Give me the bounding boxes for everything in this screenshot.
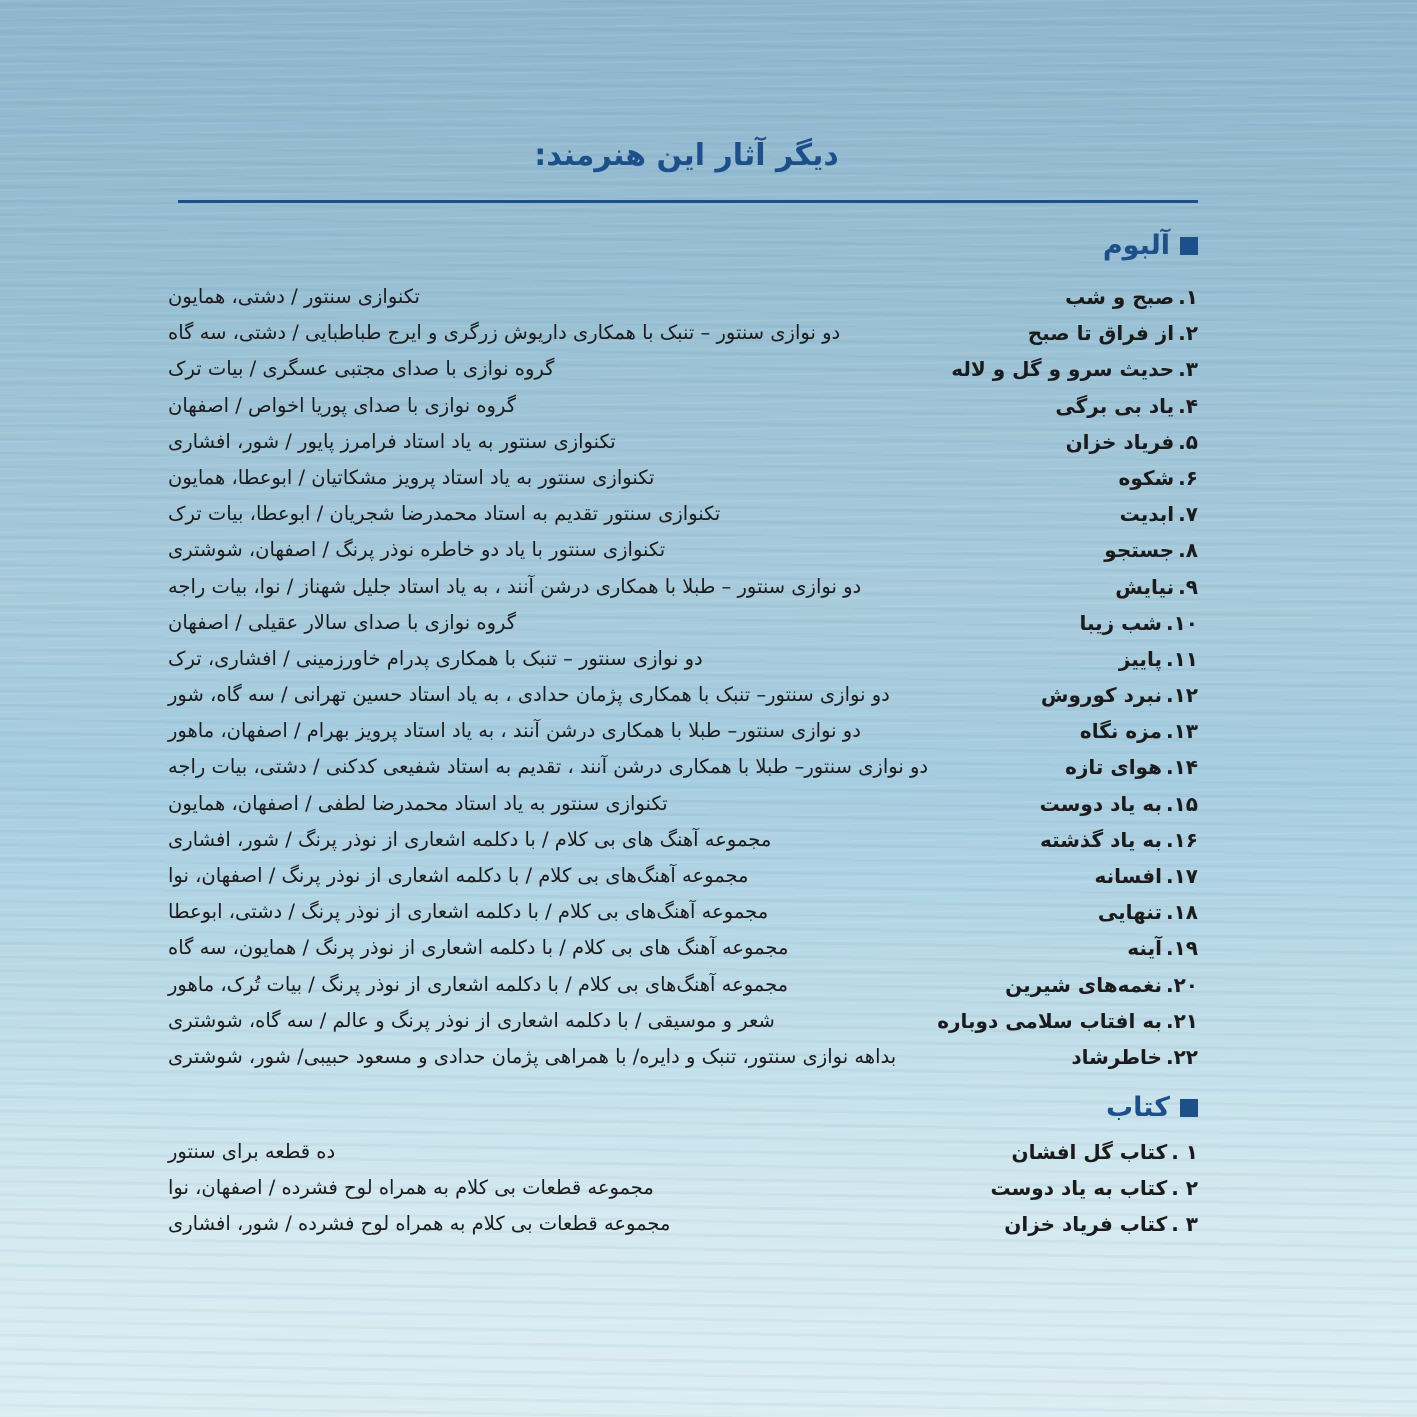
book-item-number: ۳ . [1171,1212,1198,1236]
album-item [168,967,1198,1003]
album-item-title [1065,749,1198,785]
album-item-name: نیایش [1115,574,1175,599]
album-item [168,822,1198,858]
album-item-name: به یاد گذشته [1039,827,1162,852]
album-item-description: مجموعه آهنگ های بی کلام / با دکلمه اشعاری از نوذر پرنگ / همایون، سه گاه [168,936,789,960]
album-item-title [1041,677,1198,713]
album-item-number: ۲۰. [1165,972,1198,997]
album-item-description: مجموعه آهنگ‌های بی کلام / با دکلمه اشعاری از نوذر پرنگ / بیات تُرک، ماهور [168,972,789,996]
book-item-title [1004,1206,1198,1242]
album-item [168,460,1198,496]
album-item-number: ۱۷. [1165,864,1198,888]
album-item-title [1120,496,1198,532]
book-item-description: مجموعه قطعات بی کلام به همراه لوح فشرده / شور، افشاری [168,1212,671,1235]
books-heading [1106,1092,1198,1123]
book-item-number: ۱ . [1171,1140,1198,1164]
album-item-number: ۹. [1178,574,1198,599]
album-item-title [1040,786,1198,822]
book-item [168,1134,1198,1170]
album-item-name: از فراق تا صبح [1027,321,1175,346]
album-item-name: نبرد کوروش [1040,683,1162,708]
album-item-number: ۱۹. [1165,936,1198,961]
album-item-title [1080,713,1198,749]
album-item-number: ۱۸. [1165,900,1198,925]
album-item [168,677,1198,713]
album-item-title [1005,967,1198,1003]
album-item-name: صبح و شب [1065,285,1175,309]
album-item-description: دو نوازی سنتور– طبلا با همکاری درشن آنند ، تقدیم به استاد شفیعی کدکنی / دشتی، بیات راجه [168,755,929,779]
album-item-title [1071,1039,1198,1075]
album-item-name: آینه [1127,936,1162,961]
album-item-name: هوای تازه [1065,755,1162,780]
album-item-number: ۲. [1178,321,1198,346]
album-item-number: ۱. [1178,285,1198,309]
album-item-number: ۱۵. [1165,791,1198,816]
album-item-description: دو نوازی سنتور– طبلا با همکاری درشن آنند ، به یاد استاد پرویز بهرام / اصفهان، ماهور [168,719,861,743]
album-item-title [1119,641,1198,677]
album-item-description: مجموعه آهنگ‌های بی کلام / با دکلمه اشعاری از نوذر پرنگ / اصفهان، نوا [168,864,749,887]
album-item-title [1040,822,1198,858]
album-item-title [1079,605,1198,641]
album-item [168,894,1198,930]
album-item-description: گروه نوازی با صدای پوریا اخواص / اصفهان [168,393,516,417]
album-item-title [937,1003,1198,1039]
album-item-title [1095,858,1198,894]
album-item-name: نغمه‌های شیرین [1005,972,1162,997]
album-item-description: بداهه نوازی سنتور، تنبک و دایره/ با همراهی پژمان حدادی و مسعود حبیبی/ شور، شوشتری [168,1044,897,1068]
albums-heading [1103,230,1198,261]
album-item-name: به یاد دوست [1039,791,1162,816]
album-item-name: جستجو [1104,538,1175,563]
album-item-number: ۲۱. [1165,1008,1198,1033]
album-item-name: یاد بی برگی [1055,393,1175,418]
album-item-title [1065,279,1198,315]
album-item [168,496,1198,532]
book-item-name: کتاب گل افشان [1011,1140,1168,1164]
album-item [168,279,1198,315]
book-item-name: کتاب به یاد دوست [990,1176,1168,1200]
album-item-number: ۶. [1178,465,1198,490]
album-item-description: تکنوازی سنتور به یاد استاد پرویز مشکاتیان / ابوعطا، همایون [168,465,655,489]
album-item-description: تکنوازی سنتور به یاد استاد محمدرضا لطفی / اصفهان، همایون [168,791,668,815]
album-item-description: تکنوازی سنتور تقدیم به استاد محمدرضا شجریان / ابوعطا، بیات ترک [168,502,721,526]
album-item-number: ۵. [1178,429,1198,454]
book-item-title [990,1170,1198,1206]
album-item-number: ۱۳. [1165,719,1198,744]
album-item-description: دو نوازی سنتور – تنبک با همکاری داریوش زرگری و ایرج طباطبایی / دشتی، سه گاه [168,321,841,345]
album-item [168,569,1198,605]
album-item-title [1119,460,1198,496]
page-title: دیگر آثار این هنرمند: [534,138,839,173]
album-item-number: ۱۶. [1165,827,1198,852]
album-item [168,605,1198,641]
album-item-number: ۱۲. [1165,683,1198,708]
album-item-description: تکنوازی سنتور به یاد استاد فرامرز پایور / شور، افشاری [168,429,616,453]
albums-heading-label: آلبوم [1102,230,1170,261]
album-item-description: شعر و موسیقی / با دکلمه اشعاری از نوذر پرنگ و عالم / سه گاه، شوشتری [168,1008,775,1032]
album-item [168,315,1198,351]
album-item-title [1127,930,1198,966]
album-item-name: شکوه [1118,465,1175,490]
album-item-title [1098,894,1198,930]
album-item-name: تنهایی [1097,900,1162,925]
album-item-title [1104,532,1198,568]
album-item [168,351,1198,387]
album-item-description: تکنوازی سنتور با یاد دو خاطره نوذر پرنگ / اصفهان، شوشتری [168,538,666,562]
album-item [168,713,1198,749]
album-list [168,279,1198,1075]
album-item-title [1115,569,1198,605]
album-item-name: پاییز [1118,646,1162,671]
album-item [168,1039,1198,1075]
book-item-name: کتاب فریاد خزان [1004,1212,1168,1236]
album-item-name: مزه نگاه [1079,719,1162,744]
album-item-number: ۲۲. [1165,1044,1198,1069]
book-item-number: ۲ . [1171,1176,1198,1200]
album-item-number: ۷. [1178,502,1198,527]
square-bullet-icon [1180,237,1198,255]
album-item-number: ۱۴. [1165,755,1198,780]
album-item-number: ۱۱. [1165,646,1198,671]
album-item [168,641,1198,677]
album-item [168,930,1198,966]
album-item-name: شب زیبا [1079,610,1162,635]
album-item [168,749,1198,785]
album-item-title [951,351,1198,387]
square-bullet-icon [1180,1099,1198,1117]
album-item [168,858,1198,894]
album-item-description: گروه نوازی با صدای مجتبی عسگری / بیات ترک [168,357,555,381]
album-item-title [1066,424,1198,460]
album-item-title [1028,315,1198,351]
album-item-name: خاطرشاد [1071,1044,1162,1069]
album-item-title [1055,388,1198,424]
album-item-name: به افتاب سلامی دوباره [937,1008,1162,1033]
book-list [168,1134,1198,1242]
book-item [168,1170,1198,1206]
album-item-description: تکنوازی سنتور / دشتی، همایون [168,285,420,308]
album-item-description: دو نوازی سنتور – طبلا با همکاری درشن آنند ، به یاد استاد جلیل شهناز / نوا، بیات راجه [168,574,862,598]
album-item [168,1003,1198,1039]
book-item [168,1206,1198,1242]
album-item-number: ۴. [1178,393,1198,418]
album-item-description: مجموعه آهنگ های بی کلام / با دکلمه اشعاری از نوذر پرنگ / شور، افشاری [168,827,772,851]
book-item-description: ده قطعه برای سنتور [168,1140,336,1163]
album-item-description: دو نوازی سنتور– تنبک با همکاری پژمان حدادی ، به یاد استاد حسین تهرانی / سه گاه، شور [168,683,890,707]
album-item-description: دو نوازی سنتور – تنبک با همکاری پدرام خاورزمینی / افشاری، ترک [168,646,703,670]
book-item-title [1012,1134,1198,1170]
title-divider [178,200,1198,203]
album-item-name: حدیث سرو و گل و لاله [951,357,1175,382]
album-item-number: ۳. [1178,357,1198,382]
album-item [168,786,1198,822]
album-item-name: فریاد خزان [1065,429,1175,454]
album-item-name: ابدیت [1119,502,1175,527]
album-item [168,388,1198,424]
album-item [168,532,1198,568]
album-item [168,424,1198,460]
album-item-description: مجموعه آهنگ‌های بی کلام / با دکلمه اشعاری از نوذر پرنگ / دشتی، ابوعطا [168,900,769,924]
album-item-number: ۸. [1178,538,1198,563]
books-heading-label: کتاب [1106,1092,1170,1123]
album-item-description: گروه نوازی با صدای سالار عقیلی / اصفهان [168,610,517,634]
book-item-description: مجموعه قطعات بی کلام به همراه لوح فشرده / اصفهان، نوا [168,1176,654,1199]
album-item-number: ۱۰. [1165,610,1198,635]
album-item-name: افسانه [1094,864,1162,888]
